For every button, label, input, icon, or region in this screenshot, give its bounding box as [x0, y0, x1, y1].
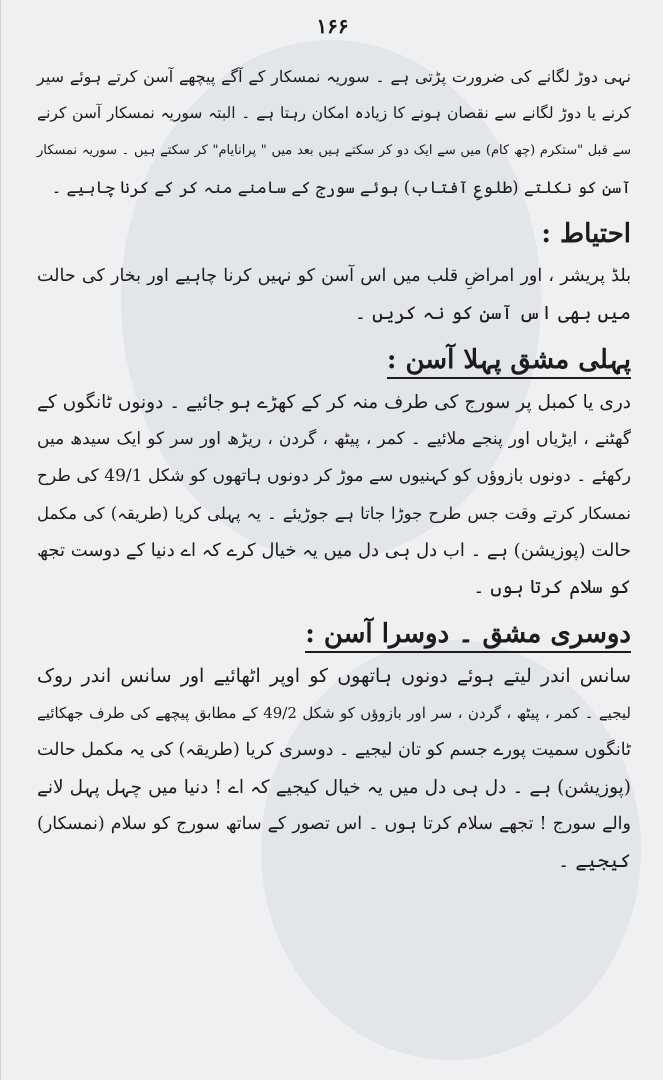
heading-first-exercise [37, 338, 631, 382]
text-line: بلڈ پریشر ، اور امراضِ قلب میں اس آسن کو نہیں کرنا چاہیے اور بخار کی حالت [37, 266, 631, 286]
text-line: میں بھی اس آسن کو نہ کریں ۔ [354, 302, 631, 324]
page-number: ۱۶۶ [316, 14, 349, 38]
text-line: آسن کو نکلتے (طلوعِ آفتاب) ہوئے سورج کے سامنے منہ کر کے کرنا چاہیے ۔ [51, 178, 631, 197]
paragraph-intro [37, 58, 631, 206]
heading-precaution [37, 212, 631, 256]
text-line: والے سورج ! تجھے سلام کرتا ہوں ۔ اس تصور کے ساتھ سورج کو سلام (نمسکار) [37, 814, 631, 834]
text-line: سے قبل "ستکرم (چھ کام) میں سے ایک دو کر سکتے ہیں بعد میں " پرانایام" کر سکتے ہیں ۔ سوریہ نمسکار [37, 143, 631, 158]
heading-text: پہلی مشق پہلا آسن : [387, 345, 631, 379]
heading-text: دوسری مشق ۔ دوسرا آسن : [305, 619, 631, 653]
text-line: نمسکار کرتے وقت جس طرح جوڑا جاتا ہے جوڑیئے ۔ یہ پہلی کریا (طریقہ) کی مکمل [37, 504, 631, 523]
text-line: ٹانگوں سمیت پورے جسم کو تان لیجیے ۔ دوسری کریا (طریقہ) کی یہ مکمل حالت [37, 740, 631, 760]
paragraph-first-exercise [37, 384, 631, 606]
text-line: کرنے یا دوڑ لگانے سے نقصان ہونے کا زیادہ امکان رہتا ہے ۔ البتہ سوریہ نمسکار آسن کرنے [37, 104, 631, 122]
text-line: لیجیے ۔ کمر ، پیٹھ ، گردن ، سر اور بازوؤں کو شکل 49/2 کے مطابق پیچھے کی طرف جھکائیے [37, 704, 631, 722]
text-line: حالت (پوزیشن) ہے ۔ اب دل ہی دل میں یہ خیال کرے کہ اے دنیا کے دوست تجھ [37, 540, 631, 561]
text-line: گھٹنے ، ایڑیاں اور پنجے ملائیے ۔ کمر ، پیٹھ ، گردن ، ریڑھ اور سر کو ایک سیدھ میں [37, 429, 631, 449]
text-line: سانس اندر لیتے ہوئے دونوں ہاتھوں کو اوپر اٹھائیے اور سانس اندر روک [37, 665, 631, 687]
text-line: دری یا کمبل پر سورج کی طرف منہ کر کے کھڑے ہو جائیے ۔ دونوں ٹانگوں کے [37, 392, 631, 413]
text-line: رکھئے ۔ دونوں بازوؤں کو کہنیوں سے موڑ کر دونوں ہاتھوں کو شکل 49/1 کی طرح [37, 466, 631, 486]
text-line: نہی دوڑ لگانے کی ضرورت پڑتی ہے ۔ سوریہ نمسکار کے آگے پیچھے آسن کرتے ہوئے سیر [37, 67, 631, 86]
paragraph-precaution [37, 258, 631, 332]
text-line: (پوزیشن) ہے ۔ دل ہی دل میں یہ خیال کیجیے کہ اے ! دنیا میں چہل پہل لانے [37, 777, 631, 798]
heading-second-exercise [37, 612, 631, 656]
paragraph-second-exercise [37, 658, 631, 880]
heading-text: احتیاط : [541, 219, 631, 249]
text-line: کو سلام کرتا ہوں ۔ [473, 576, 631, 598]
text-line: کیجیے ۔ [558, 850, 631, 872]
page-body [37, 58, 631, 886]
